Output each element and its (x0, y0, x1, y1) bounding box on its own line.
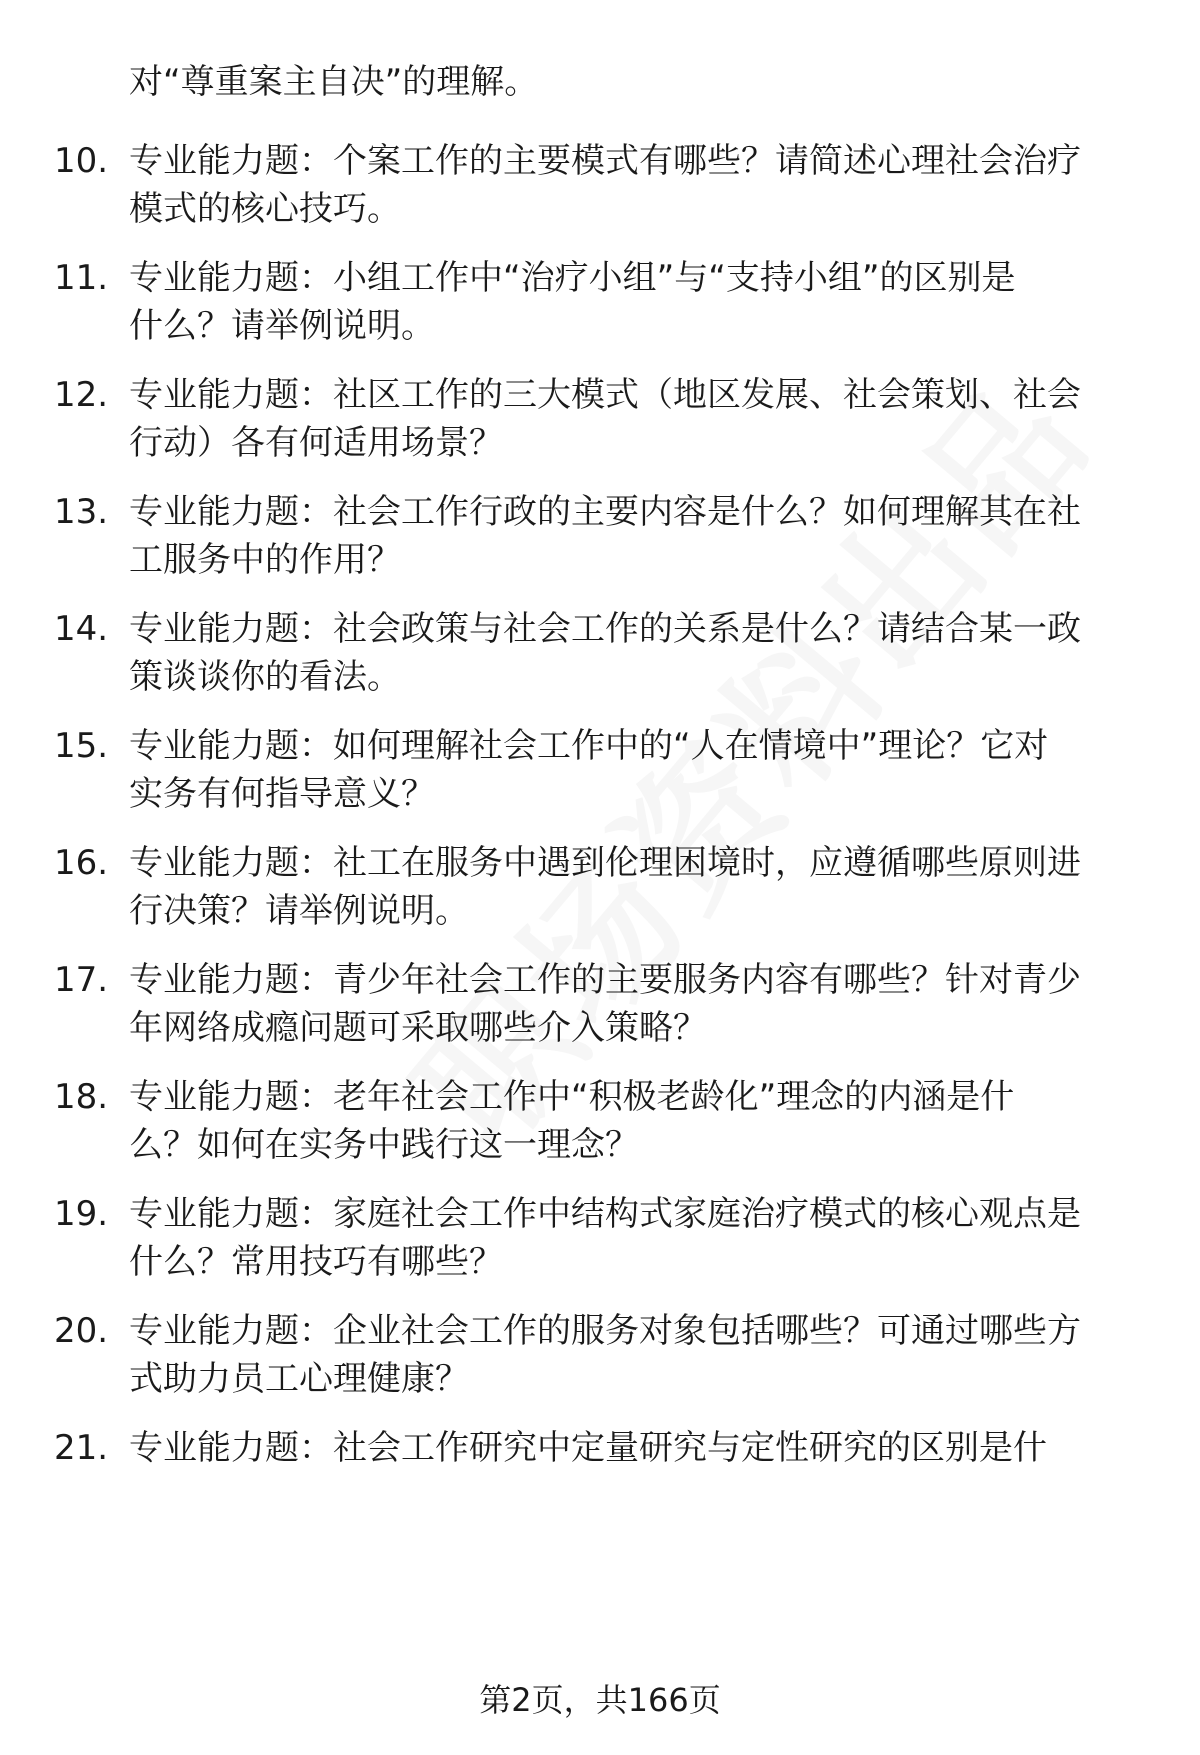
item-line: 工服务中的作用？ (129, 540, 401, 580)
item-line: 专业能力题：青少年社会工作的主要服务内容有哪些？针对青少 (129, 960, 1081, 1000)
continued-line: 对“尊重案主自决”的理解。 (129, 62, 539, 102)
item-line: 专业能力题：老年社会工作中“积极老龄化”理念的内涵是什 (129, 1077, 1015, 1117)
item-number: 19. (54, 1194, 109, 1234)
item-line: 专业能力题：社会政策与社会工作的关系是什么？请结合某一政 (129, 609, 1081, 649)
item-line: 么？如何在实务中践行这一理念？ (129, 1125, 639, 1165)
item-line: 专业能力题：社工在服务中遇到伦理困境时，应遵循哪些原则进 (129, 843, 1081, 883)
item-text (129, 371, 1139, 467)
item-number: 16. (54, 843, 109, 883)
item-number: 17. (54, 960, 109, 1000)
item-line: 什么？请举例说明。 (129, 306, 435, 346)
item-number: 13. (54, 492, 109, 532)
item-number: 14. (54, 609, 109, 649)
item-text (129, 839, 1139, 935)
item-line: 专业能力题：家庭社会工作中结构式家庭治疗模式的核心观点是 (129, 1194, 1081, 1234)
item-text (129, 254, 1139, 350)
item-line: 行决策？请举例说明。 (129, 891, 469, 931)
item-text (129, 722, 1139, 818)
item-line: 模式的核心技巧。 (129, 189, 401, 229)
item-text (129, 137, 1139, 233)
item-line: 专业能力题：企业社会工作的服务对象包括哪些？可通过哪些方 (129, 1311, 1081, 1351)
item-line: 专业能力题：社会工作行政的主要内容是什么？如何理解其在社 (129, 492, 1081, 532)
item-number: 15. (54, 726, 109, 766)
item-line: 专业能力题：小组工作中“治疗小组”与“支持小组”的区别是 (129, 258, 1016, 298)
item-line: 式助力员工心理健康？ (129, 1359, 469, 1399)
page-footer: 第2页，共166页 (479, 1681, 721, 1719)
item-text (129, 1424, 1139, 1472)
item-line: 专业能力题：个案工作的主要模式有哪些？请简述心理社会治疗 (129, 141, 1081, 181)
item-line: 年网络成瘾问题可采取哪些介入策略？ (129, 1008, 707, 1048)
item-text (129, 1190, 1139, 1286)
item-text (129, 1307, 1139, 1403)
item-line: 专业能力题：社区工作的三大模式（地区发展、社会策划、社会 (129, 375, 1081, 415)
item-text (129, 605, 1139, 701)
item-number: 20. (54, 1311, 109, 1351)
item-line: 行动）各有何适用场景？ (129, 423, 503, 463)
item-text (129, 488, 1139, 584)
item-number: 12. (54, 375, 109, 415)
item-line: 什么？常用技巧有哪些？ (129, 1242, 503, 1282)
item-line: 实务有何指导意义？ (129, 774, 435, 814)
item-line: 专业能力题：社会工作研究中定量研究与定性研究的区别是什 (129, 1428, 1047, 1468)
item-number: 18. (54, 1077, 109, 1117)
item-number: 11. (54, 258, 109, 298)
item-number: 21. (54, 1428, 109, 1468)
item-line: 策谈谈你的看法。 (129, 657, 401, 697)
item-number: 10. (54, 141, 109, 181)
item-text (129, 1073, 1139, 1169)
item-line: 专业能力题：如何理解社会工作中的“人在情境中”理论？它对 (129, 726, 1049, 766)
item-text (129, 956, 1139, 1052)
